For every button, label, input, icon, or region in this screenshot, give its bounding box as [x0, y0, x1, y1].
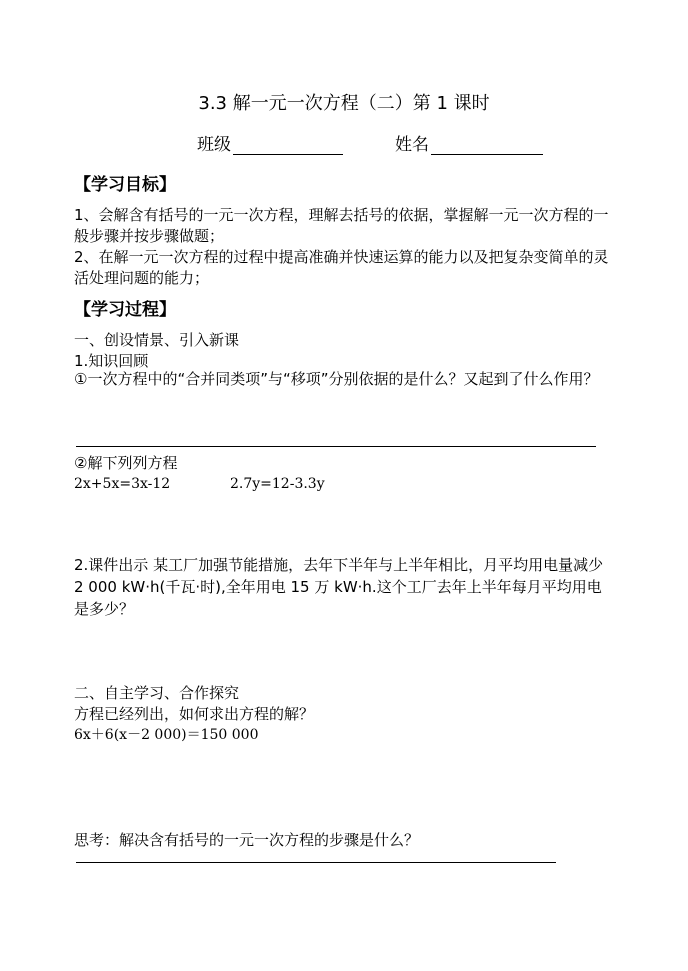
- class-label: 班级: [197, 135, 231, 155]
- answer-line-2[interactable]: [76, 862, 556, 863]
- name-label: 姓名: [395, 135, 429, 155]
- page-title: 3.3 解一元一次方程（二）第 1 课时: [198, 93, 490, 114]
- courseware-problem: 2.课件出示 某工厂加强节能措施，去年下半年与上半年相比，月平均用电量减少 2 000 kW·h(千瓦·时),全年用电 15 万 kW·h.这个工厂去年上半年每月平均用电是多少？: [74, 556, 604, 618]
- review-title: 1.知识回顾: [74, 352, 149, 370]
- review-question-2-title: ②解下列列方程: [74, 454, 178, 472]
- name-field: [395, 130, 543, 155]
- goal-item-2: 2、在解一元一次方程的过程中提高准确并快速运算的能力以及把复杂变简单的灵活处理问题的能力；: [74, 248, 609, 287]
- part2-equation: 6x＋6(x－2 000)＝150 000: [74, 727, 259, 743]
- part1-title: 一、创设情景、引入新课: [74, 331, 240, 349]
- process-heading: 【学习过程】: [74, 300, 176, 320]
- name-blank-line[interactable]: [431, 138, 543, 155]
- equation-2: 2.7y=12-3.3y: [230, 476, 325, 492]
- part2-title: 二、自主学习、合作探究: [74, 684, 240, 702]
- goal-item-1: 1、会解含有括号的一元一次方程，理解去括号的依据，掌握解一元一次方程的一般步骤并按步骤做题；: [74, 206, 609, 245]
- answer-line-1[interactable]: [76, 446, 596, 447]
- class-blank-line[interactable]: [233, 138, 343, 155]
- goals-heading: 【学习目标】: [74, 175, 176, 195]
- review-question-1: ①一次方程中的“合并同类项”与“移项”分别依据的是什么？又起到了什么作用？: [74, 370, 599, 388]
- part2-question: 方程已经列出，如何求出方程的解？: [74, 705, 315, 723]
- think-question: 思考：解决含有括号的一元一次方程的步骤是什么？: [74, 831, 420, 849]
- equation-1: 2x+5x=3x-12: [74, 476, 171, 492]
- class-field: [197, 130, 343, 155]
